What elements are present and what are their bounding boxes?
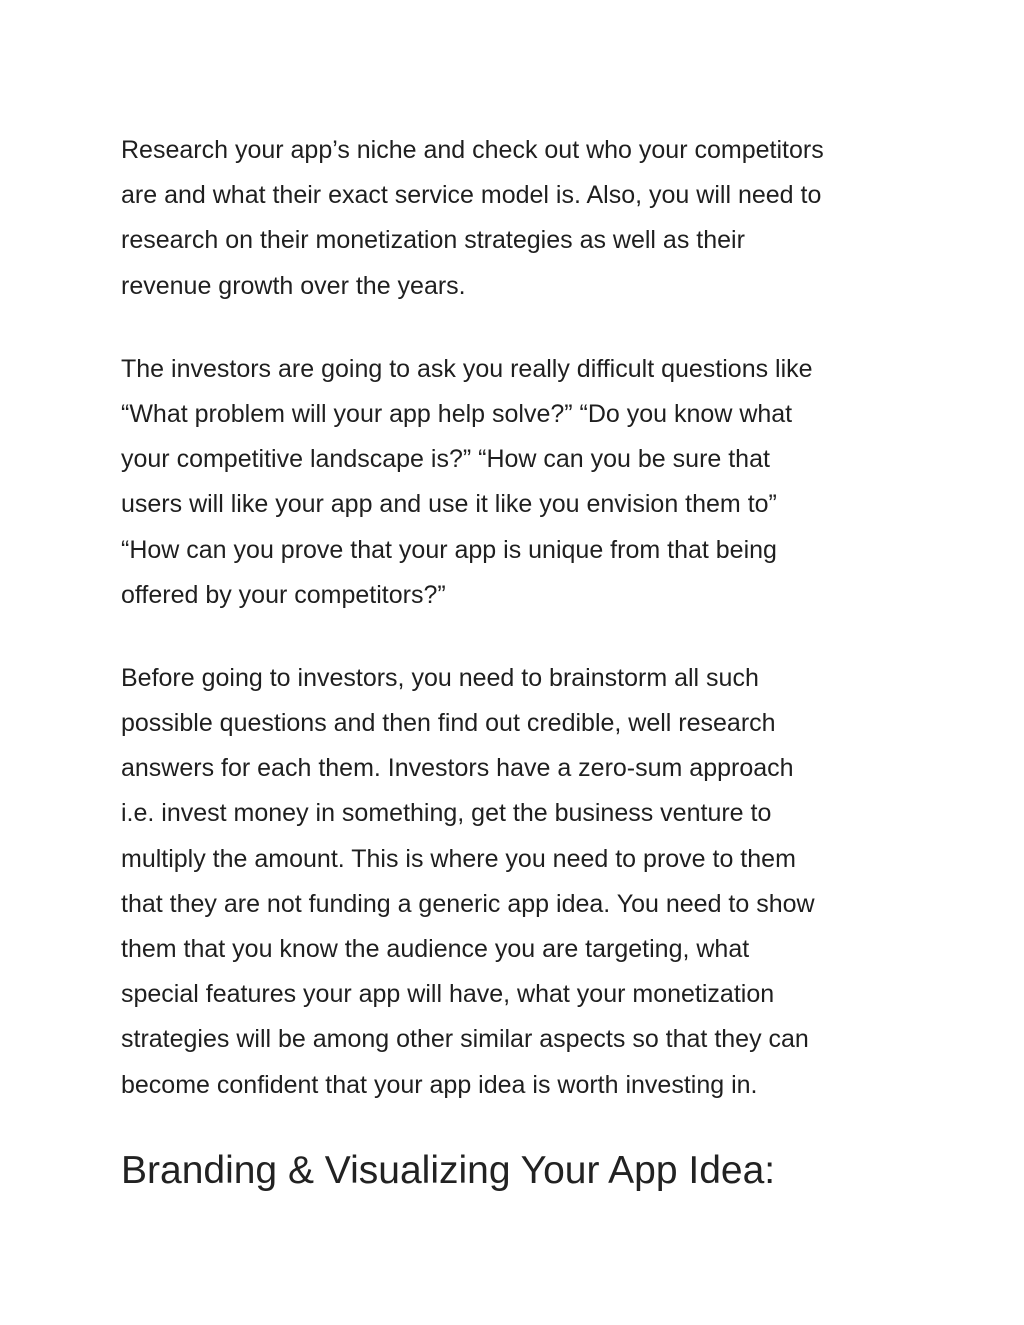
text-line: The investors are going to ask you really difficult questions like bbox=[121, 354, 813, 383]
text-line: answers for each them. Investors have a zero-sum approach bbox=[121, 754, 794, 783]
text-line: offered by your competitors?” bbox=[121, 580, 446, 609]
text-line: strategies will be among other similar aspects so that they can bbox=[121, 1025, 809, 1054]
text-line: special features your app will have, what your monetization bbox=[121, 980, 775, 1009]
text-line: “What problem will your app help solve?” “Do you know what bbox=[121, 399, 793, 428]
text-line: them that you know the audience you are targeting, what bbox=[121, 935, 750, 963]
text-line: users will like your app and use it like you envision them to” bbox=[121, 490, 777, 519]
text-line: your competitive landscape is?” “How can you be sure that bbox=[121, 445, 770, 474]
paragraph-investor-questions bbox=[121, 347, 921, 618]
text-line: become confident that your app idea is worth investing in. bbox=[121, 1070, 758, 1099]
paragraph-brainstorm bbox=[121, 656, 921, 1108]
text-line: Before going to investors, you need to brainstorm all such bbox=[121, 663, 759, 692]
paragraph-competitor-research bbox=[121, 128, 921, 309]
text-line: i.e. invest money in something, get the business venture to bbox=[121, 799, 772, 828]
text-line: that they are not funding a generic app idea. You need to show bbox=[121, 889, 815, 918]
text-line: are and what their exact service model is. Also, you will need to bbox=[121, 181, 822, 210]
text-line: revenue growth over the years. bbox=[121, 271, 466, 300]
text-line: Research your app’s niche and check out who your competitors bbox=[121, 136, 824, 164]
text-line: research on their monetization strategies as well as their bbox=[121, 226, 745, 255]
text-line: “How can you prove that your app is unique from that being bbox=[121, 535, 777, 564]
text-line: multiply the amount. This is where you need to prove to them bbox=[121, 844, 796, 873]
document-body bbox=[121, 128, 921, 1196]
text-line: possible questions and then find out credible, well research bbox=[121, 709, 776, 738]
section-heading: Branding & Visualizing Your App Idea: bbox=[121, 1148, 776, 1192]
